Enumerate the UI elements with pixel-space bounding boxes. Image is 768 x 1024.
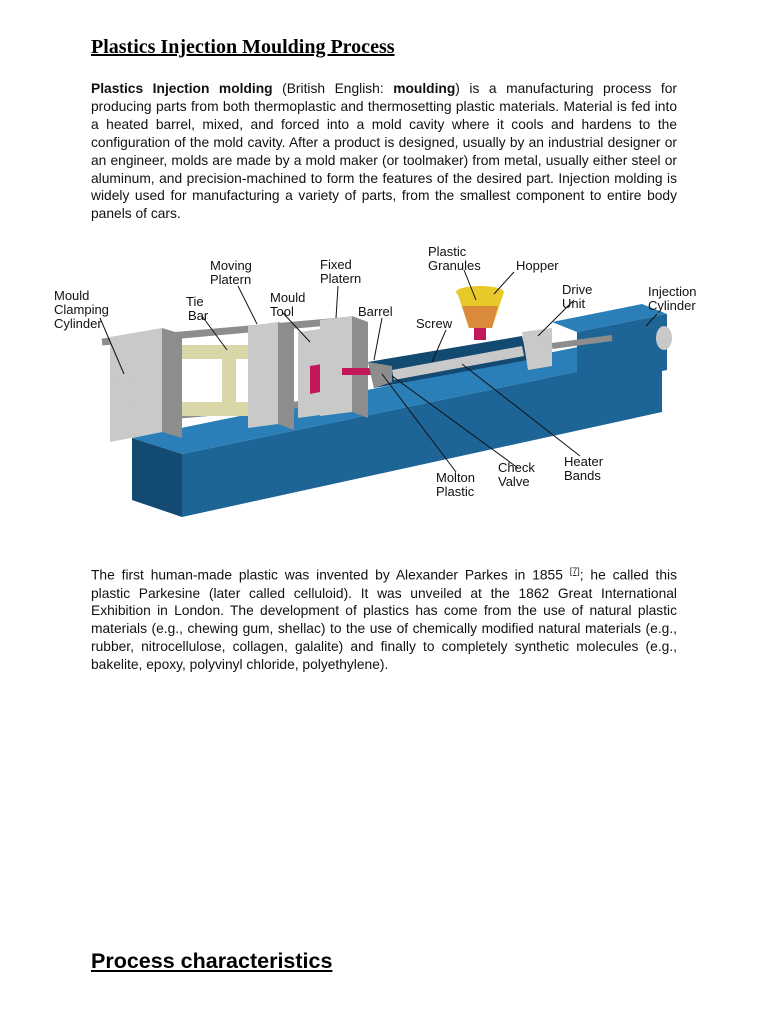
intro-paragraph	[91, 80, 677, 223]
history-after: ; he called this plastic Parkesine (later called celluloid). It was unveiled at the 1862 Great International Exhibition in London. The development of plastics has come from the use of natural plastic materials (e.g., chewing gum, shellac) to the use of chemically modified natural materials (e.g., rubber, nitrocellulose, collagen, galalite) and finally to completely synthetic molecules (e.g., bakelite, epoxy, polyvinyl chloride, polyethylene).	[91, 567, 677, 673]
label-moving-platern-1: Moving	[210, 258, 252, 273]
intro-bold-alt: moulding	[393, 81, 456, 96]
label-injection-cylinder-2: Cylinder	[648, 298, 696, 313]
label-drive-unit-2: Unit	[562, 296, 586, 311]
fixed-platen-side	[352, 316, 368, 418]
intro-paren-open: (British English:	[272, 81, 394, 96]
moving-platen	[248, 322, 278, 428]
intro-rest: ) is a manufacturing process for producing parts from both thermoplastic and thermosetting plastic materials. Material is fed into a heated barrel, mixed, and forced into a mold cavity where it cools and hardens to the configuration of the mold cavity. After a product is designed, usually by an industrial designer or an engineer, molds are made by a mold maker (or toolmaker) from metal, usually either steel or aluminum, and precision-machined to form the features of the desired part. Injection molding is widely used for manufacturing a variety of parts, from the smallest component to entire body panels of cars.	[91, 81, 677, 222]
label-drive-unit-1: Drive	[562, 282, 593, 297]
label-fixed-platern-1: Fixed	[320, 257, 352, 272]
label-screw: Screw	[416, 316, 453, 331]
hopper-throat	[474, 328, 486, 340]
injection-cylinder-end	[656, 326, 672, 350]
plastic-granules	[462, 306, 498, 328]
toggle-linkage-vertical	[222, 354, 236, 410]
label-molton-plastic-2: Plastic	[436, 484, 475, 499]
label-check-valve-2: Valve	[498, 474, 530, 489]
label-mould-clamping-cylinder-1: Mould	[54, 288, 90, 303]
clamping-platen-side	[162, 328, 182, 438]
history-paragraph	[91, 563, 677, 674]
label-mould-clamping-cylinder-2: Clamping	[54, 302, 109, 317]
label-barrel: Barrel	[358, 304, 393, 319]
label-check-valve-1: Check	[498, 460, 535, 475]
citation-link[interactable]: [7]	[569, 566, 580, 576]
label-mould-tool-1: Mould	[270, 290, 306, 305]
label-heater-bands-1: Heater	[564, 454, 604, 469]
label-mould-clamping-cylinder-3: Cylinder	[54, 316, 102, 331]
document-title: Plastics Injection Moulding Process	[91, 36, 395, 58]
label-fixed-platern-2: Platern	[320, 271, 362, 286]
label-tie-bar-2: Bar	[188, 308, 209, 323]
label-heater-bands-2: Bands	[564, 468, 601, 483]
diagram-svg	[52, 242, 716, 524]
label-tie-bar-1: Tie	[186, 294, 204, 309]
intro-bold-term: Plastics Injection molding	[91, 81, 273, 96]
label-plastic-granules-1: Plastic	[428, 244, 467, 259]
history-before: The first human-made plastic was invented by Alexander Parkes in 1855	[91, 567, 570, 583]
label-mould-tool-2: Tool	[270, 304, 294, 319]
moving-platen-side	[278, 322, 294, 430]
fixed-platen	[320, 316, 352, 416]
label-plastic-granules-2: Granules	[428, 258, 481, 273]
injection-moulding-diagram	[52, 242, 716, 524]
label-molton-plastic-1: Molton	[436, 470, 476, 485]
hopper-rim	[456, 286, 504, 298]
label-moving-platern-2: Platern	[210, 272, 252, 287]
clamping-cylinder	[110, 374, 138, 410]
label-injection-cylinder-1: Injection	[648, 284, 697, 299]
label-hopper: Hopper	[516, 258, 559, 273]
section-heading-process-characteristics: Process characteristics	[91, 949, 333, 973]
